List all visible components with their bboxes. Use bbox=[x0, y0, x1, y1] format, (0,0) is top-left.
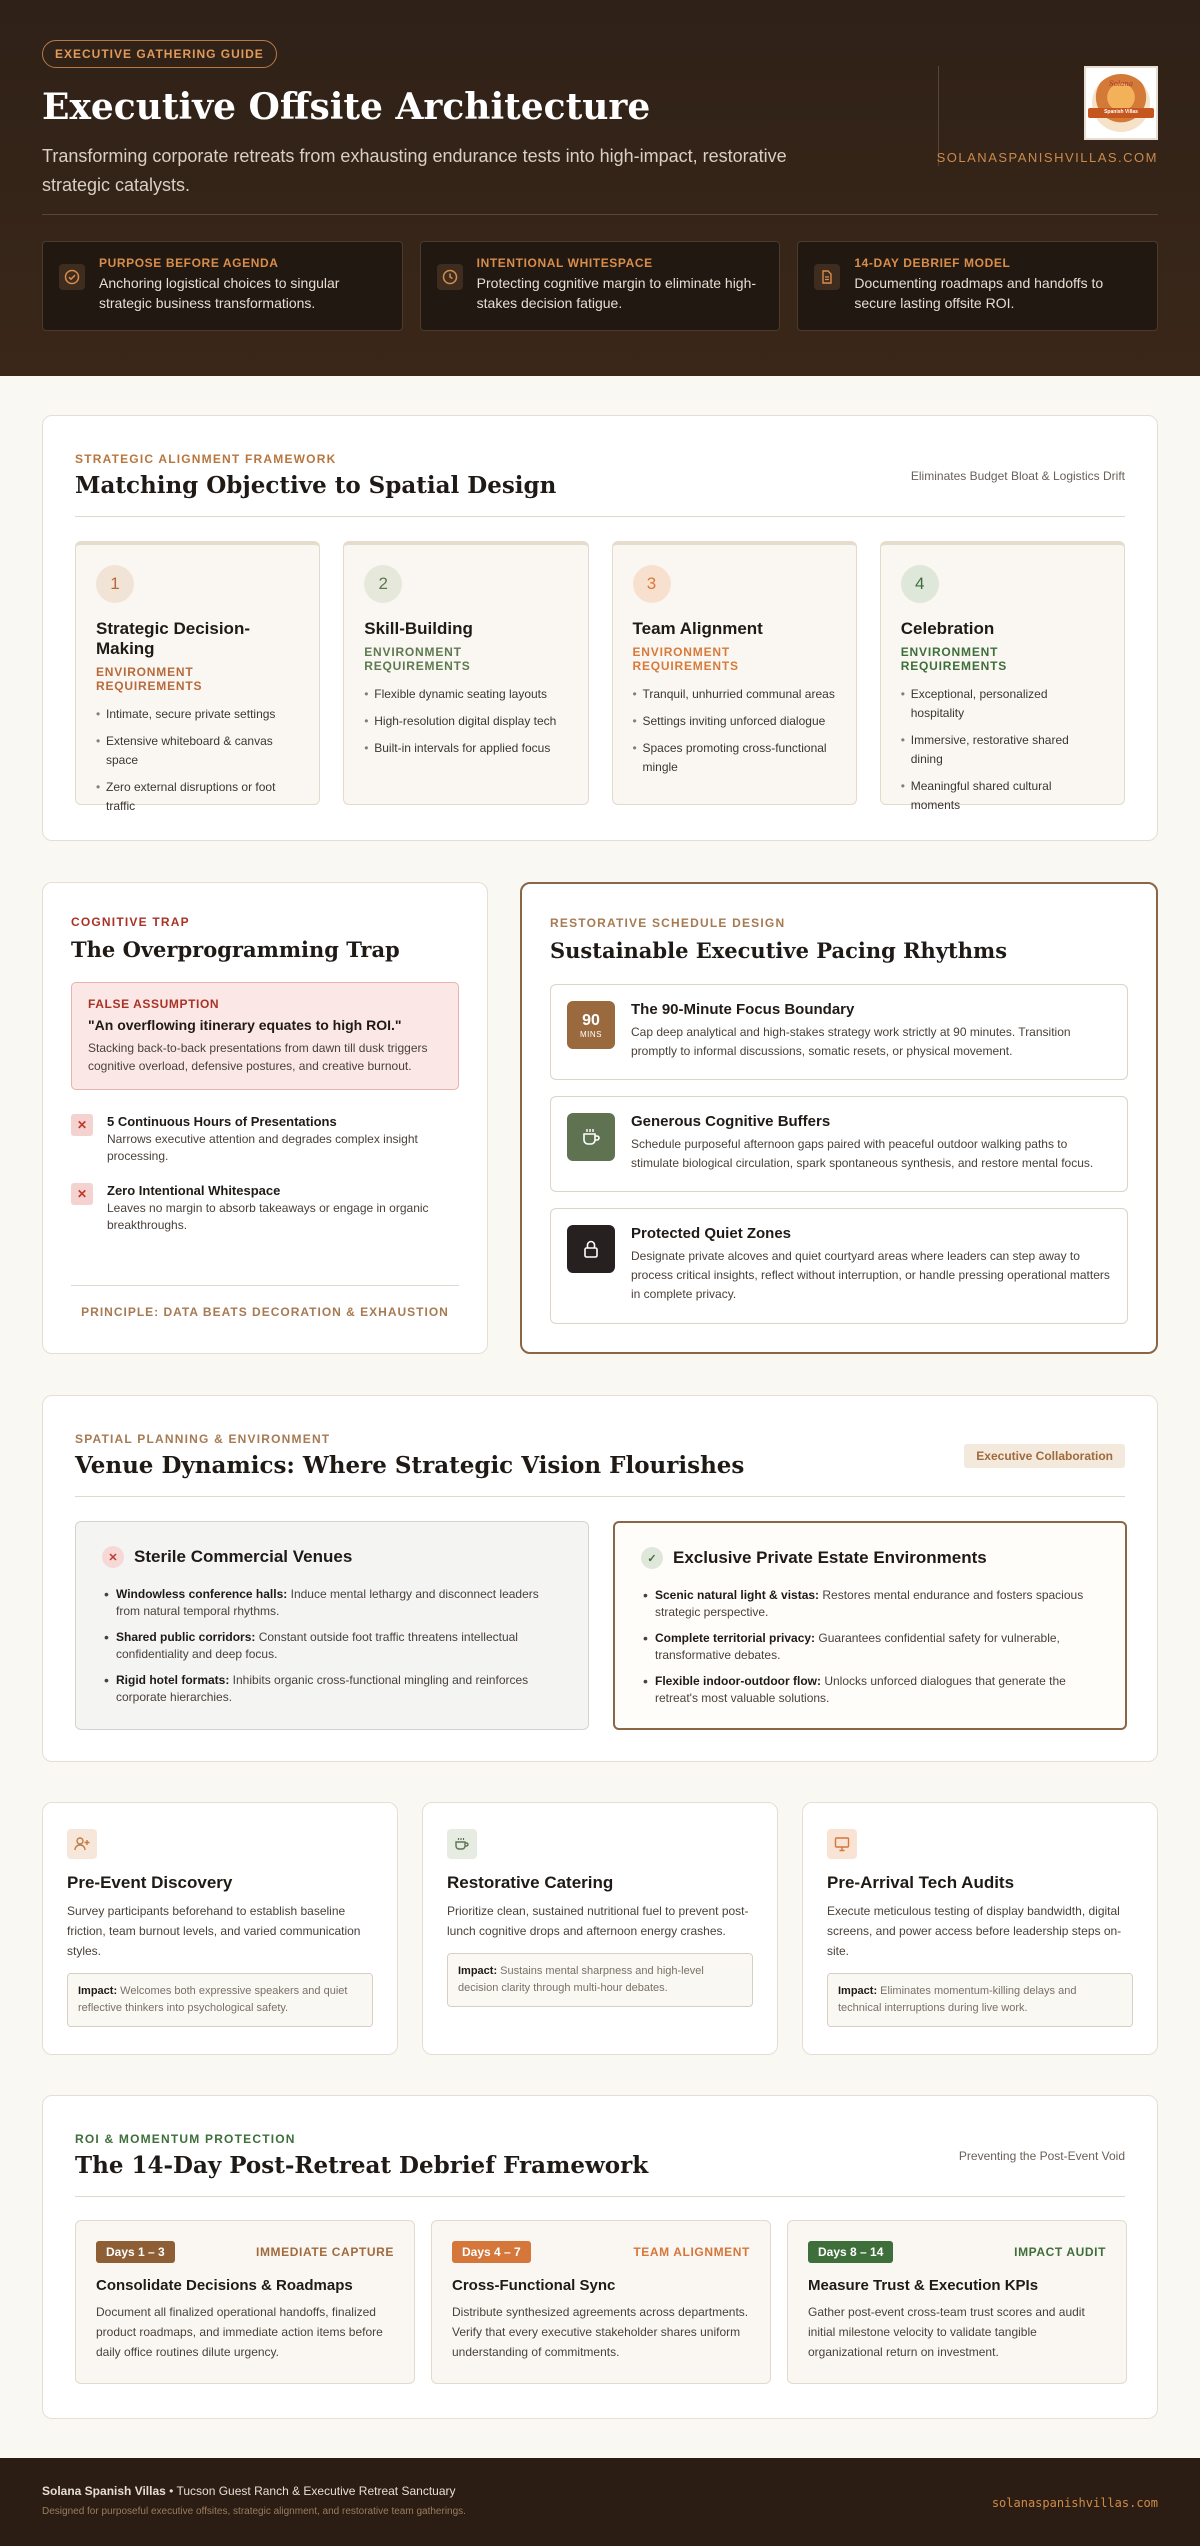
check-icon: ✓ bbox=[641, 1547, 663, 1569]
trap-item bbox=[71, 1114, 459, 1165]
list-item: • Settings inviting unforced dialogue bbox=[633, 712, 836, 731]
logo-ribbon-text: Spanish Villas bbox=[1104, 109, 1138, 115]
days-tag: Days 4 – 7 bbox=[452, 2241, 531, 2263]
section-eyebrow: COGNITIVE TRAP bbox=[71, 915, 190, 929]
objective-number: 4 bbox=[901, 565, 939, 603]
pacing-section bbox=[520, 882, 1158, 1354]
footer-brand: Solana Spanish Villas bbox=[42, 2484, 166, 2498]
card-title: Restorative Catering bbox=[447, 1873, 614, 1892]
item-label: Complete territorial privacy: bbox=[655, 1631, 816, 1645]
item-label: Rigid hotel formats: bbox=[116, 1673, 230, 1687]
panel-title: Sterile Commercial Venues bbox=[134, 1547, 353, 1566]
debrief-title: Measure Trust & Execution KPIs bbox=[808, 2277, 1039, 2294]
panel-title: Exclusive Private Estate Environments bbox=[673, 1548, 987, 1567]
objective-card bbox=[75, 541, 320, 813]
item-label: Flexible indoor-outdoor flow: bbox=[655, 1674, 821, 1688]
list-item: • Immersive, restorative shared dining bbox=[901, 731, 1104, 769]
close-icon: ✕ bbox=[71, 1183, 93, 1205]
estate-list bbox=[641, 1587, 1099, 1707]
objective-card bbox=[880, 541, 1125, 812]
list-item: • Meaningful shared cultural moments bbox=[901, 777, 1104, 815]
list-item: • Tranquil, unhurried communal areas bbox=[633, 685, 836, 704]
timer-badge bbox=[567, 1001, 615, 1049]
objective-card bbox=[343, 541, 588, 805]
list-item: • Exceptional, personalized hospitality bbox=[901, 685, 1104, 723]
item-text: Constant outside foot traffic threatens intellectual confidentiality and deep focus. bbox=[116, 1630, 518, 1661]
trap-item-text: Narrows executive attention and degrades complex insight processing. bbox=[107, 1132, 418, 1163]
footer-subtext: Designed for purposeful executive offsites, strategic alignment, and restorative team gatherings. bbox=[42, 2506, 466, 2517]
item-label: Scenic natural light & vistas: bbox=[655, 1588, 820, 1602]
section-eyebrow: RESTORATIVE SCHEDULE DESIGN bbox=[550, 916, 786, 930]
document-icon bbox=[814, 264, 840, 290]
objective-req-label: ENVIRONMENT REQUIREMENTS bbox=[364, 645, 471, 673]
pacing-item-title: Generous Cognitive Buffers bbox=[631, 1113, 831, 1130]
overprogramming-section bbox=[42, 882, 488, 1354]
trap-item-title: Zero Intentional Whitespace bbox=[107, 1183, 281, 1198]
item-text: Restores mental endurance and fosters spacious strategic perspective. bbox=[655, 1588, 1084, 1619]
section-eyebrow: STRATEGIC ALIGNMENT FRAMEWORK bbox=[75, 452, 337, 466]
pacing-item bbox=[550, 984, 1128, 1080]
section-eyebrow: ROI & MOMENTUM PROTECTION bbox=[75, 2132, 296, 2146]
footer bbox=[0, 2458, 1200, 2546]
false-assumption-quote: "An overflowing itinerary equates to high ROI." bbox=[88, 1017, 402, 1033]
impact-box bbox=[827, 1973, 1133, 2027]
card-text: Survey participants beforehand to establish baseline friction, team burnout levels, and varied communication styles. bbox=[67, 1904, 361, 1958]
pacing-item-text: Designate private alcoves and quiet courtyard areas where leaders can step away to process critical insights, reflect without interruption, or handle pressing operational matters in complete privacy. bbox=[631, 1249, 1110, 1301]
footer-site-link[interactable]: solanaspanishvillas.com bbox=[991, 2496, 1158, 2510]
card-text: Prioritize clean, sustained nutritional fuel to prevent post-lunch cognitive drops and afternoon energy crashes. bbox=[447, 1904, 749, 1938]
hero-cards bbox=[42, 241, 1158, 331]
guide-pill: EXECUTIVE GATHERING GUIDE bbox=[42, 40, 277, 68]
sterile-list bbox=[102, 1586, 562, 1706]
logo-wordmark: Solana bbox=[1108, 80, 1134, 88]
list-item: • Built-in intervals for applied focus bbox=[364, 739, 567, 758]
debrief-card bbox=[787, 2220, 1127, 2384]
pacing-item bbox=[550, 1208, 1128, 1324]
impact-box bbox=[67, 1973, 373, 2027]
false-assumption-box bbox=[71, 982, 459, 1090]
coffee-icon bbox=[567, 1113, 615, 1161]
item-text: Induce mental lethargy and disconnect leaders from natural temporal rhythms. bbox=[116, 1587, 539, 1618]
objective-cards bbox=[75, 541, 1125, 813]
card-title: Pre-Event Discovery bbox=[67, 1873, 233, 1892]
phase-label: IMPACT AUDIT bbox=[1014, 2245, 1106, 2259]
brand-logo[interactable] bbox=[1084, 66, 1158, 140]
objective-name: Skill-Building bbox=[364, 619, 473, 638]
impact-label: Impact: bbox=[78, 1985, 118, 1997]
debrief-text: Document all finalized operational handoffs, finalized product roadmaps, and immediate action items before daily office routines dilute urgency. bbox=[96, 2305, 383, 2359]
debrief-title: Cross-Functional Sync bbox=[452, 2277, 616, 2294]
panel-heading bbox=[102, 1546, 562, 1568]
user-plus-icon bbox=[67, 1829, 97, 1859]
trap-item-text: Leaves no margin to absorb takeaways or engage in organic breakthroughs. bbox=[107, 1201, 429, 1232]
list-item: • Spaces promoting cross-functional mingle bbox=[633, 739, 836, 777]
collaboration-badge: Executive Collaboration bbox=[964, 1444, 1125, 1468]
divider bbox=[75, 516, 1125, 517]
monitor-icon bbox=[827, 1829, 857, 1859]
discovery-card bbox=[42, 1802, 398, 2055]
hero-card bbox=[797, 241, 1158, 331]
alignment-section bbox=[42, 415, 1158, 841]
impact-label: Impact: bbox=[838, 1985, 878, 1997]
brand-block bbox=[938, 66, 1158, 166]
hero-divider bbox=[42, 214, 1158, 215]
item-text: Unlocks unforced dialogues that generate the retreat's most valuable solutions. bbox=[655, 1674, 1066, 1705]
item-text: Guarantees confidential safety for vulnerable, transformative debates. bbox=[655, 1631, 1060, 1662]
objective-req-label: ENVIRONMENT REQUIREMENTS bbox=[96, 665, 203, 693]
objective-req-label: ENVIRONMENT REQUIREMENTS bbox=[632, 645, 739, 673]
hero-card-text: Documenting roadmaps and handoffs to secure lasting offsite ROI. bbox=[854, 275, 1104, 311]
objective-name: Strategic Decision-Making bbox=[96, 619, 250, 658]
list-item bbox=[641, 1587, 1099, 1621]
page-subtitle: Transforming corporate retreats from exhausting endurance tests into high-impact, restorative strategic catalysts. bbox=[42, 146, 787, 195]
site-link[interactable]: SOLANASPANISHVILLAS.COM bbox=[936, 150, 1158, 165]
section-title: The Overprogramming Trap bbox=[71, 937, 400, 962]
debrief-text: Gather post-event cross-team trust scores and audit initial milestone velocity to validate tangible organizational return on investment. bbox=[808, 2305, 1085, 2359]
estate-venues-panel bbox=[613, 1521, 1127, 1730]
hero-card bbox=[42, 241, 403, 331]
section-title: Matching Objective to Spatial Design bbox=[75, 472, 557, 499]
check-circle-icon bbox=[59, 264, 85, 290]
page-title: Executive Offsite Architecture bbox=[42, 86, 651, 128]
item-label: Shared public corridors: bbox=[116, 1630, 256, 1644]
phase-label: IMMEDIATE CAPTURE bbox=[256, 2245, 394, 2259]
hero-header bbox=[0, 0, 1200, 376]
trap-item-title: 5 Continuous Hours of Presentations bbox=[107, 1114, 337, 1129]
pacing-item-title: The 90-Minute Focus Boundary bbox=[631, 1001, 855, 1018]
venue-section bbox=[42, 1395, 1158, 1762]
hero-card-text: Anchoring logistical choices to singular strategic business transformations. bbox=[99, 275, 340, 311]
section-title: Venue Dynamics: Where Strategic Vision Flourishes bbox=[75, 1452, 745, 1479]
pacing-item bbox=[550, 1096, 1128, 1192]
impact-text: Welcomes both expressive speakers and quiet reflective thinkers into psychological safety. bbox=[78, 1985, 348, 2014]
objective-card bbox=[612, 541, 857, 805]
divider bbox=[71, 1285, 459, 1286]
hero-card-text: Protecting cognitive margin to eliminate high-stakes decision fatigue. bbox=[476, 275, 757, 311]
false-assumption-label: FALSE ASSUMPTION bbox=[88, 997, 220, 1011]
list-item bbox=[102, 1629, 562, 1663]
debrief-text: Distribute synthesized agreements across departments. Verify that every executive stakeholder shares uniform understanding of commitments. bbox=[452, 2305, 749, 2359]
list-item bbox=[641, 1673, 1099, 1707]
hero-card-title: PURPOSE BEFORE AGENDA bbox=[99, 256, 279, 270]
footer-tagline: • Tucson Guest Ranch & Executive Retreat Sanctuary bbox=[165, 2484, 456, 2498]
list-item bbox=[641, 1630, 1099, 1664]
close-icon: ✕ bbox=[102, 1546, 124, 1568]
logo-ribbon bbox=[1088, 108, 1154, 118]
debrief-card bbox=[75, 2220, 415, 2384]
coffee-icon bbox=[447, 1829, 477, 1859]
principle-text: PRINCIPLE: DATA BEATS DECORATION & EXHAUSTION bbox=[81, 1305, 449, 1319]
hero-card-title: INTENTIONAL WHITESPACE bbox=[476, 256, 653, 270]
hero-card-title: 14-DAY DEBRIEF MODEL bbox=[854, 256, 1011, 270]
timer-unit: MINS bbox=[580, 1029, 602, 1039]
divider bbox=[75, 1496, 1125, 1497]
list-item bbox=[102, 1586, 562, 1620]
objective-name: Celebration bbox=[900, 619, 995, 638]
pacing-item-text: Schedule purposeful afternoon gaps paired with peaceful outdoor walking paths to stimulate biological circulation, spark spontaneous synthesis, and restore mental focus. bbox=[631, 1137, 1094, 1170]
section-note: Eliminates Budget Bloat & Logistics Drift bbox=[910, 469, 1125, 483]
timer-value: 90 bbox=[582, 1011, 600, 1029]
list-item: • Extensive whiteboard & canvas space bbox=[96, 732, 299, 770]
trap-item bbox=[71, 1183, 459, 1234]
tech-audit-card bbox=[802, 1802, 1158, 2055]
days-tag: Days 8 – 14 bbox=[808, 2241, 893, 2263]
hero-card bbox=[420, 241, 781, 331]
section-title: Sustainable Executive Pacing Rhythms bbox=[550, 938, 1008, 963]
footer-line bbox=[42, 2484, 1158, 2498]
list-item: • Zero external disruptions or foot traffic bbox=[96, 778, 299, 816]
impact-text: Eliminates momentum-killing delays and technical interruptions during live work. bbox=[838, 1985, 1077, 2014]
impact-box bbox=[447, 1953, 753, 2007]
panel-heading bbox=[641, 1547, 1099, 1569]
item-text: Inhibits organic cross-functional mingling and reinforces corporate hierarchies. bbox=[116, 1673, 529, 1704]
debrief-section bbox=[42, 2095, 1158, 2419]
impact-text: Sustains mental sharpness and high-level decision clarity through multi-hour debates. bbox=[458, 1965, 704, 1994]
objective-req-label: ENVIRONMENT REQUIREMENTS bbox=[900, 645, 1008, 673]
days-tag: Days 1 – 3 bbox=[96, 2241, 175, 2263]
phase-label: TEAM ALIGNMENT bbox=[633, 2245, 750, 2259]
section-eyebrow: SPATIAL PLANNING & ENVIRONMENT bbox=[75, 1432, 331, 1446]
objective-name: Team Alignment bbox=[632, 619, 763, 638]
list-item: • Intimate, secure private settings bbox=[96, 705, 299, 724]
lock-icon bbox=[567, 1225, 615, 1273]
list-item: • Flexible dynamic seating layouts bbox=[364, 685, 567, 704]
section-note: Preventing the Post-Event Void bbox=[958, 2149, 1125, 2163]
list-item: • High-resolution digital display tech bbox=[364, 712, 567, 731]
objective-number: 3 bbox=[633, 565, 671, 603]
impact-label: Impact: bbox=[458, 1965, 498, 1977]
card-title: Pre-Arrival Tech Audits bbox=[827, 1873, 1015, 1892]
clock-icon bbox=[437, 264, 463, 290]
close-icon: ✕ bbox=[71, 1114, 93, 1136]
logo-emblem-icon bbox=[1092, 74, 1150, 132]
pacing-item-text: Cap deep analytical and high-stakes strategy work strictly at 90 minutes. Transition promptly to informal discussions, somatic resets, or physical movement. bbox=[631, 1025, 1071, 1058]
list-item bbox=[102, 1672, 562, 1706]
catering-card bbox=[422, 1802, 778, 2055]
card-text: Execute meticulous testing of display bandwidth, digital screens, and power access before leadership steps on-site. bbox=[827, 1904, 1122, 1958]
sterile-venues-panel bbox=[75, 1521, 589, 1730]
section-title: The 14-Day Post-Retreat Debrief Framework bbox=[75, 2152, 649, 2179]
pacing-item-title: Protected Quiet Zones bbox=[631, 1225, 792, 1242]
item-label: Windowless conference halls: bbox=[116, 1587, 288, 1601]
objective-number: 2 bbox=[364, 565, 402, 603]
debrief-card bbox=[431, 2220, 771, 2384]
debrief-title: Consolidate Decisions & Roadmaps bbox=[96, 2277, 353, 2294]
false-assumption-text: Stacking back-to-back presentations from dawn till dusk triggers cognitive overload, defensive postures, and creative burnout. bbox=[88, 1041, 428, 1073]
objective-number: 1 bbox=[96, 565, 134, 603]
divider bbox=[75, 2196, 1125, 2197]
